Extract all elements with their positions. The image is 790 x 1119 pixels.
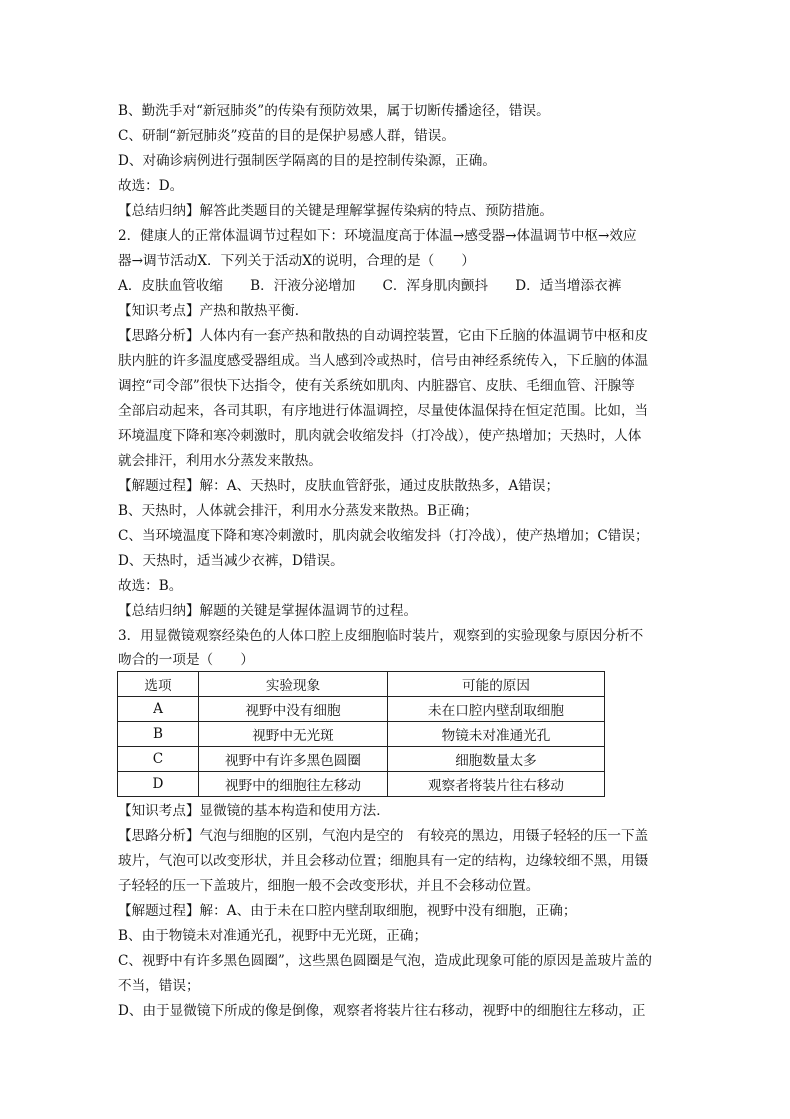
table-cell: 视野中没有细胞 [199,697,388,722]
analysis-line: 【思路分析】气泡与细胞的区别，气泡内是空的 有较亮的黑边，用镊子轻轻的压一下盖 [118,828,649,844]
analysis-line: 玻片，气泡可以改变形状，并且会移动位置；细胞具有一定的结构，边缘较细不黑，用镊 [118,853,649,869]
table-cell: C [118,747,199,772]
table-cell: D [118,772,199,797]
analysis-line: 子轻轻的压一下盖玻片，细胞一般不会改变形状，并且不会移动位置。 [118,878,540,894]
knowledge-point: 【知识考点】显微镜的基本构造和使用方法． [118,803,390,819]
summary-line: 【总结归纳】解答此类题目的关键是理解掌握传染病的特点、预防措施。 [118,203,553,219]
question-2-options: A．皮肤血管收缩 B．汗液分泌增加 C．浑身肌肉颤抖 D．适当增添衣裤 [118,278,622,294]
solution-line: 【解题过程】解：A、由于未在口腔内壁刮取细胞，视野中没有细胞，正确； [118,903,577,919]
table-cell: B [118,722,199,747]
table-cell: 观察者将装片往右移动 [388,772,605,797]
solution-line: B、天热时，人体就会排汗，利用水分蒸发来散热。B正确； [118,503,478,519]
question-2-stem-cont: 器→调节活动X．下列关于活动X的说明，合理的是（ ） [118,253,475,269]
answer-choice: 故选：B。 [118,578,183,594]
solution-line: C、视野中有许多黑色圆圈”，这些黑色圆圈是气泡，造成此现象可能的原因是盖玻片盖的 [118,953,652,969]
table-cell: 视野中的细胞往左移动 [199,772,388,797]
answer-b-explanation: B、勤洗手对“新冠肺炎”的传染有预防效果，属于切断传播途径，错误。 [118,103,550,119]
table-cell: 视野中有许多黑色圆圈 [199,747,388,772]
table-cell: A [118,697,199,722]
table-row [118,747,605,772]
table-row [118,722,605,747]
solution-line: 【解题过程】解：A、天热时，皮肤血管舒张，通过皮肤散热多，A错误； [118,478,560,494]
answer-c-explanation: C、研制“新冠肺炎”疫苗的目的是保护易感人群，错误。 [118,128,455,144]
solution-line: 不当，错误； [118,978,200,994]
table-cell: 未在口腔内壁刮取细胞 [388,697,605,722]
solution-line: C、当环境温度下降和寒冷刺激时，肌肉就会收缩发抖（打冷战），使产热增加；C错误； [118,528,649,544]
analysis-line: 环境温度下降和寒冷刺激时，肌肉就会收缩发抖（打冷战），使产热增加；天热时，人体 [118,428,642,444]
table-row [118,772,605,797]
table-cell: 物镜未对准通光孔 [388,722,605,747]
analysis-line: 就会排汗，利用水分蒸发来散热。 [118,453,322,469]
answer-choice: 故选：D。 [118,178,184,194]
analysis-line: 【思路分析】人体内有一套产热和散热的自动调控装置，它由下丘脑的体温调节中枢和皮 [118,328,649,344]
analysis-line: 全部启动起来，各司其职，有序地进行体温调控，尽量使体温保持在恒定范围。比如，当 [118,403,649,419]
experiment-table [117,671,605,797]
table-row [118,697,605,722]
table-cell: 视野中无光斑 [199,722,388,747]
solution-line: D、天热时，适当减少衣裤，D错误。 [118,553,344,569]
table-header-cell: 可能的原因 [388,672,605,697]
table-header-row [118,672,605,697]
solution-line: B、由于物镜未对准通光孔，视野中无光斑，正确； [118,928,428,944]
table-header-cell: 选项 [118,672,199,697]
analysis-line: 调控“司令部”很快下达指令，使有关系统如肌肉、内脏器官、皮肤、毛细血管、汗腺等 [118,378,635,394]
solution-line: D、由于显微镜下所成的像是倒像，观察者将装片往右移动，视野中的细胞往左移动，正 [118,1003,646,1019]
question-3-stem: 3．用显微镜观察经染色的人体口腔上皮细胞临时装片，观察到的实验现象与原因分析不 [118,628,644,644]
table-header-cell: 实验现象 [199,672,388,697]
table-cell: 细胞数量太多 [388,747,605,772]
knowledge-point: 【知识考点】产热和散热平衡． [118,303,309,319]
summary-line: 【总结归纳】解题的关键是掌握体温调节的过程。 [118,603,418,619]
question-2-stem: 2．健康人的正常体温调节过程如下：环境温度高于体温→感受器→体温调节中枢→效应 [118,228,637,244]
answer-d-explanation: D、对确诊病例进行强制医学隔离的目的是控制传染源，正确。 [118,153,496,169]
analysis-line: 肤内脏的许多温度感受器组成。当人感到冷或热时，信号由神经系统传入，下丘脑的体温 [118,353,649,369]
question-3-stem-cont: 吻合的一项是（ ） [118,652,254,668]
